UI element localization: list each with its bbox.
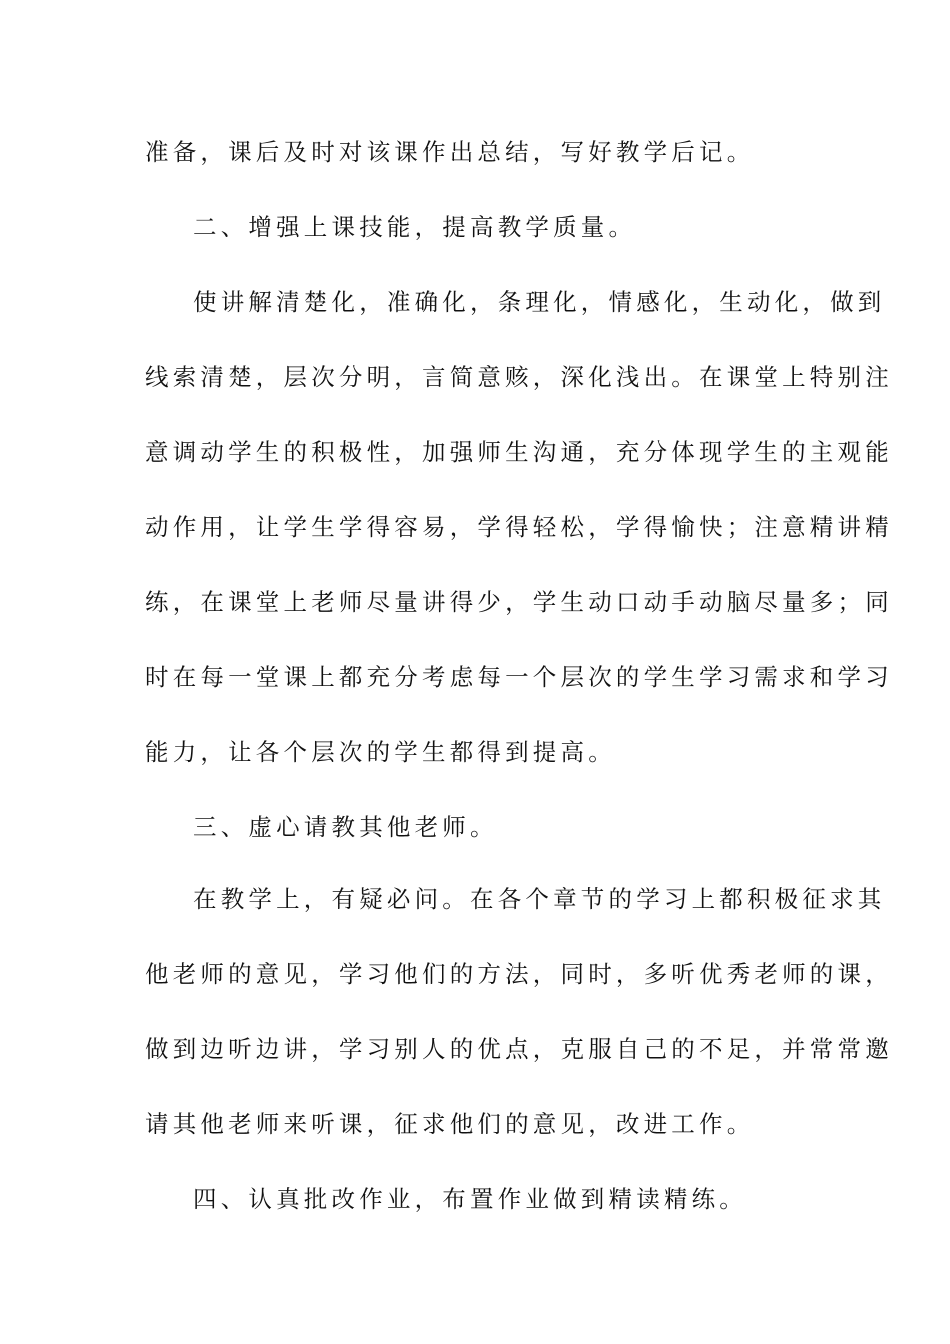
paragraph-line: 时在每一堂课上都充分考虑每一个层次的学生学习需求和学习 xyxy=(145,663,893,691)
paragraph-line: 线索清楚，层次分明，言简意赅，深化浅出。在课堂上特别注 xyxy=(145,363,893,391)
section-heading-3: 三、虚心请教其他老师。 xyxy=(193,813,498,841)
paragraph-line: 意调动学生的积极性，加强师生沟通，充分体现学生的主观能 xyxy=(145,438,893,466)
paragraph-line: 在教学上，有疑必问。在各个章节的学习上都积极征求其 xyxy=(193,885,886,913)
section-heading-2: 二、增强上课技能，提高教学质量。 xyxy=(193,213,637,241)
section-heading-4: 四、认真批改作业，布置作业做到精读精练。 xyxy=(193,1185,747,1213)
paragraph-line: 请其他老师来听课，征求他们的意见，改进工作。 xyxy=(145,1110,755,1138)
paragraph-line: 能力，让各个层次的学生都得到提高。 xyxy=(145,738,616,766)
paragraph-line: 动作用，让学生学得容易，学得轻松，学得愉快；注意精讲精 xyxy=(145,513,893,541)
paragraph-line: 使讲解清楚化，准确化，条理化，情感化，生动化，做到 xyxy=(193,288,886,316)
paragraph-line: 他老师的意见，学习他们的方法，同时，多听优秀老师的课， xyxy=(145,960,893,988)
paragraph-line: 做到边听边讲，学习别人的优点，克服自己的不足，并常常邀 xyxy=(145,1035,893,1063)
paragraph-line: 准备，课后及时对该课作出总结，写好教学后记。 xyxy=(145,138,755,166)
paragraph-line: 练，在课堂上老师尽量讲得少，学生动口动手动脑尽量多；同 xyxy=(145,588,893,616)
